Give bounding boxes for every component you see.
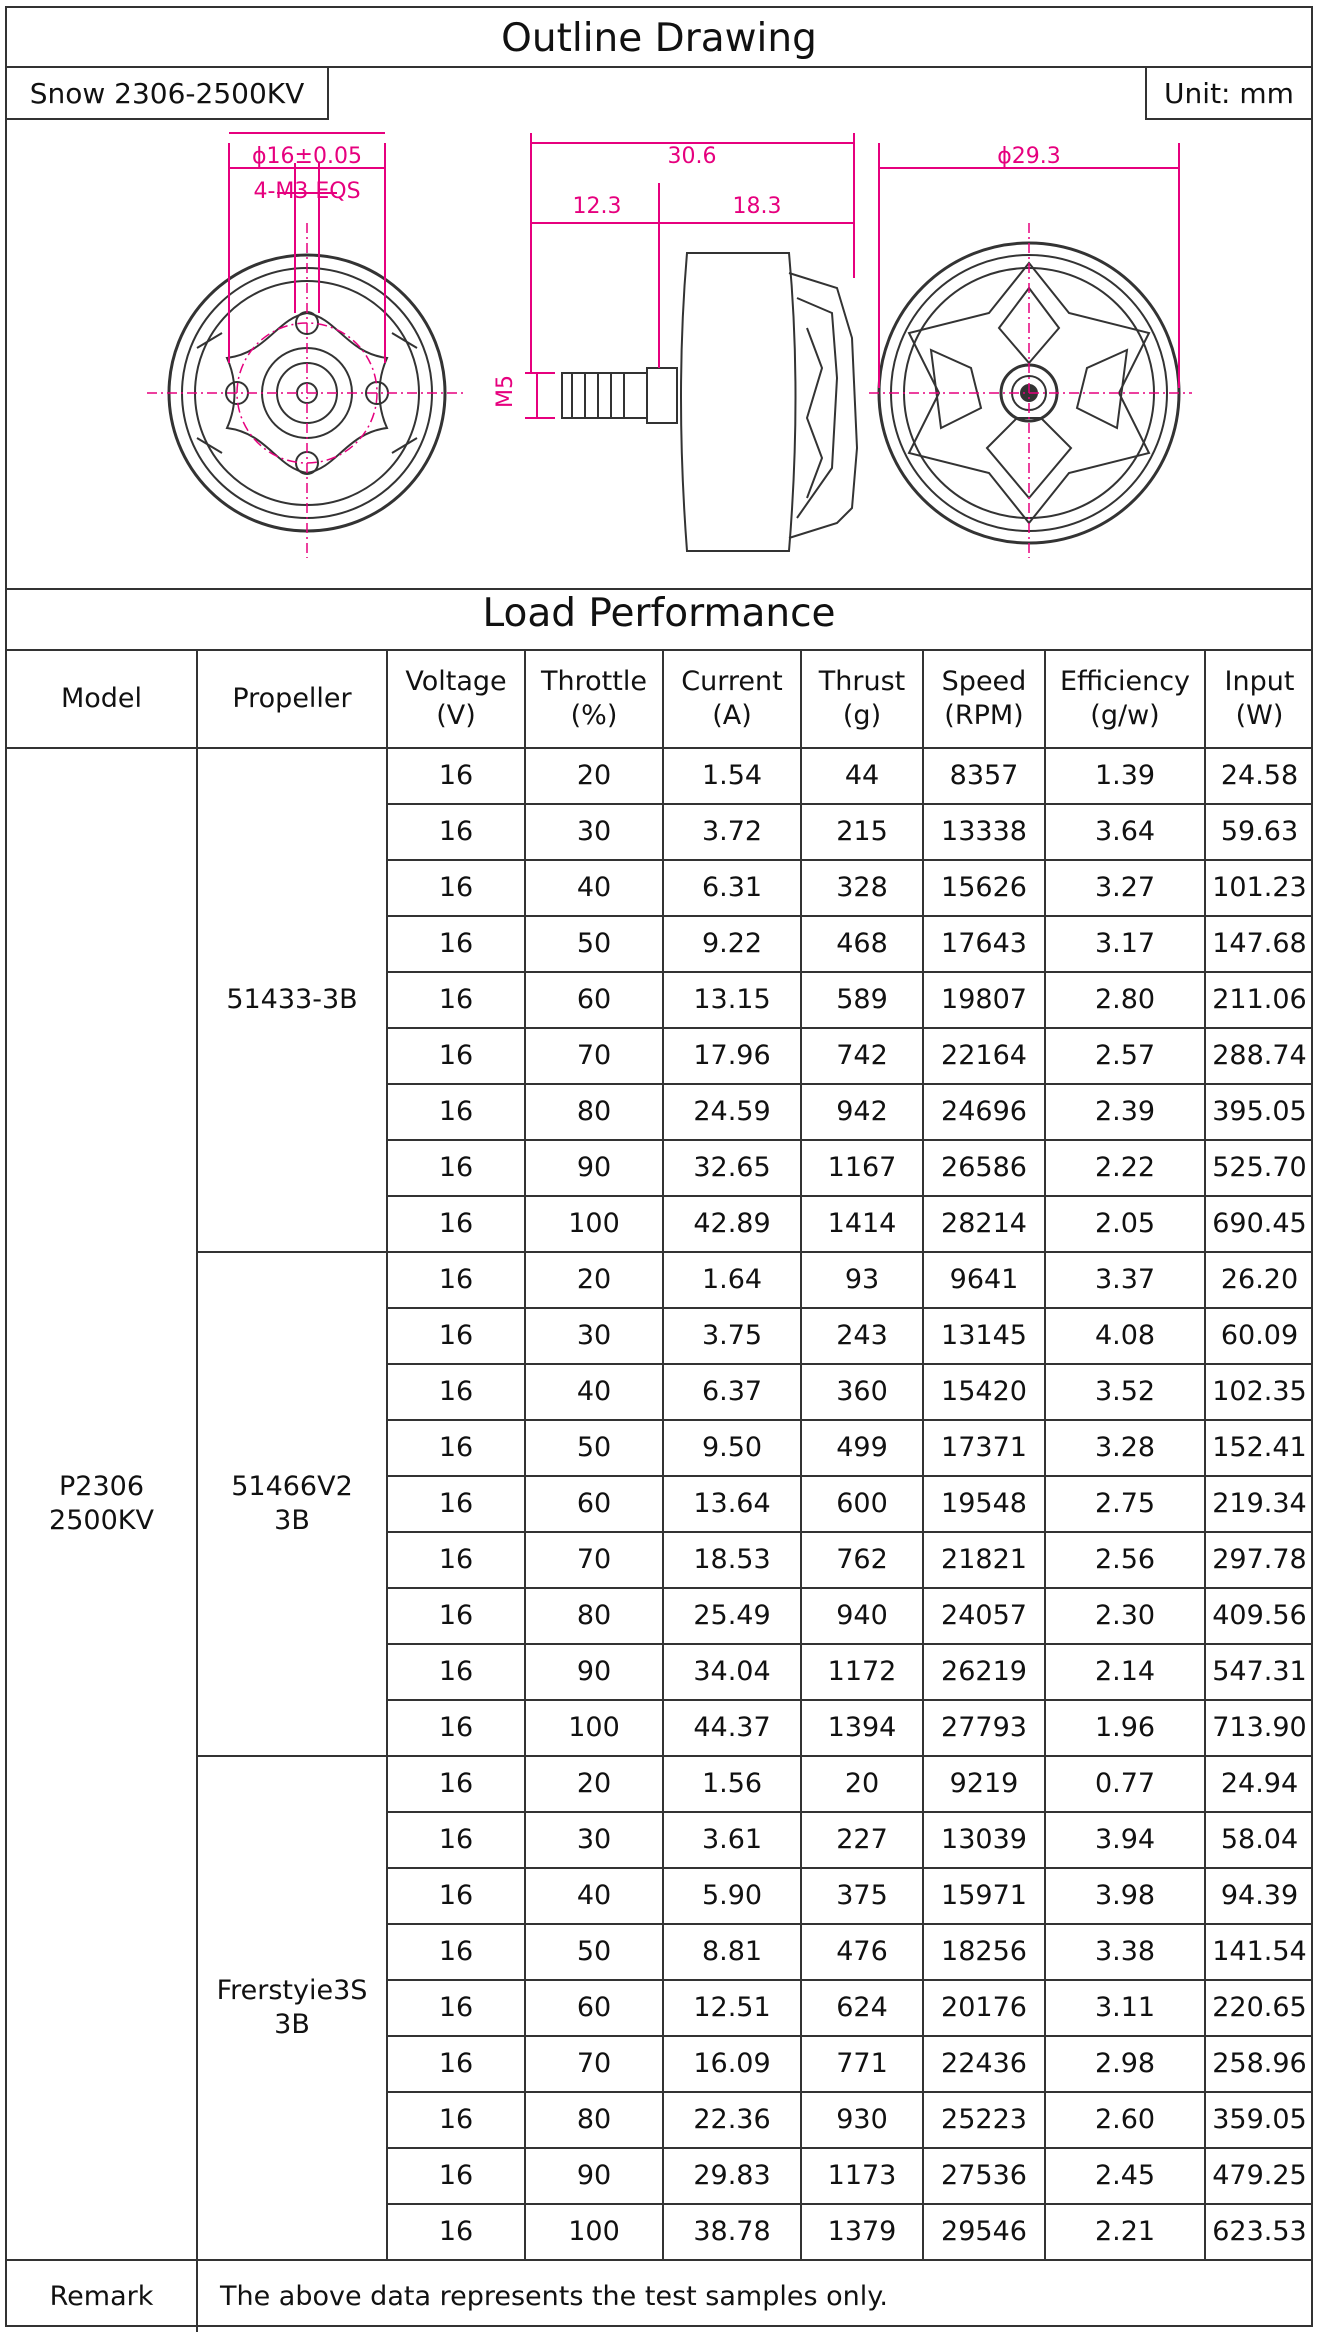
input-cell: 102.35	[1205, 1364, 1313, 1420]
efficiency-cell: 3.27	[1045, 860, 1205, 916]
thrust-cell: 600	[801, 1476, 923, 1532]
input-cell: 713.90	[1205, 1700, 1313, 1756]
dim-shaft-length: 12.3	[572, 194, 622, 219]
thrust-cell: 468	[801, 916, 923, 972]
voltage-cell: 16	[387, 972, 525, 1028]
throttle-cell: 30	[525, 804, 663, 860]
thrust-cell: 1167	[801, 1140, 923, 1196]
thrust-cell: 360	[801, 1364, 923, 1420]
throttle-cell: 60	[525, 1476, 663, 1532]
dim-total-length: 30.6	[667, 144, 717, 169]
current-cell: 1.64	[663, 1252, 801, 1308]
speed-cell: 13039	[923, 1812, 1045, 1868]
input-cell: 141.54	[1205, 1924, 1313, 1980]
throttle-cell: 40	[525, 1364, 663, 1420]
thrust-cell: 215	[801, 804, 923, 860]
input-cell: 101.23	[1205, 860, 1313, 916]
input-cell: 395.05	[1205, 1084, 1313, 1140]
thrust-cell: 243	[801, 1308, 923, 1364]
header-input: Input (W)	[1205, 650, 1313, 748]
voltage-cell: 16	[387, 804, 525, 860]
voltage-cell: 16	[387, 1364, 525, 1420]
throttle-cell: 80	[525, 2092, 663, 2148]
throttle-cell: 60	[525, 972, 663, 1028]
current-cell: 22.36	[663, 2092, 801, 2148]
outline-title: Outline Drawing	[501, 16, 817, 61]
current-cell: 29.83	[663, 2148, 801, 2204]
thrust-cell: 1414	[801, 1196, 923, 1252]
model-cell: P2306 2500KV	[7, 748, 197, 2260]
thrust-cell: 930	[801, 2092, 923, 2148]
efficiency-cell: 3.28	[1045, 1420, 1205, 1476]
voltage-cell: 16	[387, 1588, 525, 1644]
throttle-cell: 50	[525, 916, 663, 972]
throttle-cell: 100	[525, 1196, 663, 1252]
efficiency-cell: 2.22	[1045, 1140, 1205, 1196]
thrust-cell: 940	[801, 1588, 923, 1644]
header-voltage: Voltage (V)	[387, 650, 525, 748]
dim-body-length: 18.3	[732, 194, 782, 219]
throttle-cell: 70	[525, 1028, 663, 1084]
current-cell: 6.31	[663, 860, 801, 916]
throttle-cell: 70	[525, 2036, 663, 2092]
load-performance-table	[7, 649, 1313, 2332]
efficiency-cell: 2.14	[1045, 1644, 1205, 1700]
motor-side-view	[562, 253, 857, 551]
thrust-cell: 93	[801, 1252, 923, 1308]
efficiency-cell: 3.64	[1045, 804, 1205, 860]
thrust-cell: 20	[801, 1756, 923, 1812]
thrust-cell: 589	[801, 972, 923, 1028]
input-cell: 623.53	[1205, 2204, 1313, 2260]
speed-cell: 21821	[923, 1532, 1045, 1588]
current-cell: 18.53	[663, 1532, 801, 1588]
speed-cell: 17643	[923, 916, 1045, 972]
voltage-cell: 16	[387, 1532, 525, 1588]
input-cell: 297.78	[1205, 1532, 1313, 1588]
current-cell: 25.49	[663, 1588, 801, 1644]
input-cell: 258.96	[1205, 2036, 1313, 2092]
speed-cell: 18256	[923, 1924, 1045, 1980]
efficiency-cell: 1.96	[1045, 1700, 1205, 1756]
voltage-cell: 16	[387, 1924, 525, 1980]
current-cell: 9.22	[663, 916, 801, 972]
voltage-cell: 16	[387, 1980, 525, 2036]
spec-sheet	[5, 6, 1313, 2327]
dim-screws: 4-M3 EQS	[253, 179, 361, 204]
current-cell: 42.89	[663, 1196, 801, 1252]
speed-cell: 9641	[923, 1252, 1045, 1308]
throttle-cell: 30	[525, 1812, 663, 1868]
current-cell: 5.90	[663, 1868, 801, 1924]
thrust-cell: 624	[801, 1980, 923, 2036]
speed-cell: 26586	[923, 1140, 1045, 1196]
speed-cell: 15971	[923, 1868, 1045, 1924]
throttle-cell: 20	[525, 1252, 663, 1308]
speed-cell: 27793	[923, 1700, 1045, 1756]
efficiency-cell: 3.94	[1045, 1812, 1205, 1868]
voltage-cell: 16	[387, 1140, 525, 1196]
voltage-cell: 16	[387, 916, 525, 972]
dim-bolt-circle: ϕ16±0.05	[252, 144, 362, 169]
voltage-cell: 16	[387, 1476, 525, 1532]
header-propeller: Propeller	[197, 650, 387, 748]
current-cell: 13.64	[663, 1476, 801, 1532]
throttle-cell: 40	[525, 860, 663, 916]
current-cell: 44.37	[663, 1700, 801, 1756]
voltage-cell: 16	[387, 2148, 525, 2204]
efficiency-cell: 3.52	[1045, 1364, 1205, 1420]
efficiency-cell: 2.57	[1045, 1028, 1205, 1084]
current-cell: 16.09	[663, 2036, 801, 2092]
current-cell: 3.72	[663, 804, 801, 860]
performance-title: Load Performance	[482, 591, 836, 636]
header-speed: Speed (RPM)	[923, 650, 1045, 748]
thrust-cell: 762	[801, 1532, 923, 1588]
efficiency-cell: 3.11	[1045, 1980, 1205, 2036]
voltage-cell: 16	[387, 1028, 525, 1084]
thrust-cell: 1172	[801, 1644, 923, 1700]
speed-cell: 13145	[923, 1308, 1045, 1364]
current-cell: 1.54	[663, 748, 801, 804]
efficiency-cell: 3.37	[1045, 1252, 1205, 1308]
thrust-cell: 1394	[801, 1700, 923, 1756]
remark-text: The above data represents the test samples only.	[197, 2260, 1313, 2332]
input-cell: 24.58	[1205, 748, 1313, 804]
current-cell: 6.37	[663, 1364, 801, 1420]
input-cell: 58.04	[1205, 1812, 1313, 1868]
remark-row	[7, 2260, 1313, 2332]
current-cell: 3.75	[663, 1308, 801, 1364]
efficiency-cell: 2.45	[1045, 2148, 1205, 2204]
model-label: Snow 2306-2500KV	[7, 68, 329, 120]
efficiency-cell: 2.56	[1045, 1532, 1205, 1588]
speed-cell: 19548	[923, 1476, 1045, 1532]
input-cell: 26.20	[1205, 1252, 1313, 1308]
current-cell: 24.59	[663, 1084, 801, 1140]
thrust-cell: 499	[801, 1420, 923, 1476]
speed-cell: 17371	[923, 1420, 1045, 1476]
input-cell: 479.25	[1205, 2148, 1313, 2204]
table-row	[7, 748, 1313, 804]
voltage-cell: 16	[387, 1196, 525, 1252]
throttle-cell: 100	[525, 1700, 663, 1756]
input-cell: 547.31	[1205, 1644, 1313, 1700]
current-cell: 17.96	[663, 1028, 801, 1084]
input-cell: 152.41	[1205, 1420, 1313, 1476]
input-cell: 147.68	[1205, 916, 1313, 972]
divider	[7, 588, 1311, 590]
speed-cell: 22164	[923, 1028, 1045, 1084]
thrust-cell: 328	[801, 860, 923, 916]
current-cell: 32.65	[663, 1140, 801, 1196]
propeller-cell: Frerstyie3S 3B	[197, 1756, 387, 2260]
speed-cell: 13338	[923, 804, 1045, 860]
efficiency-cell: 0.77	[1045, 1756, 1205, 1812]
thrust-cell: 375	[801, 1868, 923, 1924]
outline-drawing	[7, 118, 1313, 588]
speed-cell: 24696	[923, 1084, 1045, 1140]
throttle-cell: 80	[525, 1588, 663, 1644]
input-cell: 211.06	[1205, 972, 1313, 1028]
throttle-cell: 40	[525, 1868, 663, 1924]
input-cell: 60.09	[1205, 1308, 1313, 1364]
voltage-cell: 16	[387, 1308, 525, 1364]
speed-cell: 15420	[923, 1364, 1045, 1420]
header-efficiency: Efficiency (g/w)	[1045, 650, 1205, 748]
voltage-cell: 16	[387, 860, 525, 916]
thrust-cell: 1173	[801, 2148, 923, 2204]
speed-cell: 29546	[923, 2204, 1045, 2260]
throttle-cell: 90	[525, 2148, 663, 2204]
input-cell: 59.63	[1205, 804, 1313, 860]
speed-cell: 25223	[923, 2092, 1045, 2148]
voltage-cell: 16	[387, 1084, 525, 1140]
speed-cell: 19807	[923, 972, 1045, 1028]
speed-cell: 9219	[923, 1756, 1045, 1812]
voltage-cell: 16	[387, 2092, 525, 2148]
throttle-cell: 90	[525, 1644, 663, 1700]
table-row	[7, 1252, 1313, 1308]
thrust-cell: 771	[801, 2036, 923, 2092]
voltage-cell: 16	[387, 1812, 525, 1868]
efficiency-cell: 1.39	[1045, 748, 1205, 804]
voltage-cell: 16	[387, 748, 525, 804]
throttle-cell: 70	[525, 1532, 663, 1588]
voltage-cell: 16	[387, 2204, 525, 2260]
propeller-cell: 51433-3B	[197, 748, 387, 1252]
efficiency-cell: 3.17	[1045, 916, 1205, 972]
efficiency-cell: 2.39	[1045, 1084, 1205, 1140]
efficiency-cell: 3.98	[1045, 1868, 1205, 1924]
current-cell: 3.61	[663, 1812, 801, 1868]
efficiency-cell: 3.38	[1045, 1924, 1205, 1980]
efficiency-cell: 2.80	[1045, 972, 1205, 1028]
efficiency-cell: 2.21	[1045, 2204, 1205, 2260]
current-cell: 38.78	[663, 2204, 801, 2260]
voltage-cell: 16	[387, 1252, 525, 1308]
speed-cell: 22436	[923, 2036, 1045, 2092]
input-cell: 24.94	[1205, 1756, 1313, 1812]
throttle-cell: 50	[525, 1420, 663, 1476]
header-thrust: Thrust (g)	[801, 650, 923, 748]
speed-cell: 15626	[923, 860, 1045, 916]
voltage-cell: 16	[387, 1420, 525, 1476]
speed-cell: 8357	[923, 748, 1045, 804]
throttle-cell: 20	[525, 748, 663, 804]
speed-cell: 28214	[923, 1196, 1045, 1252]
input-cell: 409.56	[1205, 1588, 1313, 1644]
thrust-cell: 227	[801, 1812, 923, 1868]
header-current: Current (A)	[663, 650, 801, 748]
current-cell: 34.04	[663, 1644, 801, 1700]
speed-cell: 27536	[923, 2148, 1045, 2204]
thrust-cell: 1379	[801, 2204, 923, 2260]
header-throttle: Throttle (%)	[525, 650, 663, 748]
dim-diameter: ϕ29.3	[997, 144, 1061, 169]
throttle-cell: 20	[525, 1756, 663, 1812]
table-header-row	[7, 650, 1313, 748]
thrust-cell: 476	[801, 1924, 923, 1980]
speed-cell: 26219	[923, 1644, 1045, 1700]
current-cell: 13.15	[663, 972, 801, 1028]
dim-shaft-thread: M5	[493, 375, 518, 408]
current-cell: 12.51	[663, 1980, 801, 2036]
thrust-cell: 742	[801, 1028, 923, 1084]
voltage-cell: 16	[387, 2036, 525, 2092]
input-cell: 94.39	[1205, 1868, 1313, 1924]
voltage-cell: 16	[387, 1868, 525, 1924]
current-cell: 1.56	[663, 1756, 801, 1812]
thrust-cell: 942	[801, 1084, 923, 1140]
remark-label: Remark	[7, 2260, 197, 2332]
efficiency-cell: 2.05	[1045, 1196, 1205, 1252]
voltage-cell: 16	[387, 1756, 525, 1812]
voltage-cell: 16	[387, 1644, 525, 1700]
header-model: Model	[7, 650, 197, 748]
current-cell: 8.81	[663, 1924, 801, 1980]
input-cell: 288.74	[1205, 1028, 1313, 1084]
throttle-cell: 100	[525, 2204, 663, 2260]
efficiency-cell: 2.75	[1045, 1476, 1205, 1532]
input-cell: 219.34	[1205, 1476, 1313, 1532]
throttle-cell: 60	[525, 1980, 663, 2036]
efficiency-cell: 2.30	[1045, 1588, 1205, 1644]
thrust-cell: 44	[801, 748, 923, 804]
input-cell: 525.70	[1205, 1140, 1313, 1196]
current-cell: 9.50	[663, 1420, 801, 1476]
input-cell: 690.45	[1205, 1196, 1313, 1252]
throttle-cell: 50	[525, 1924, 663, 1980]
voltage-cell: 16	[387, 1700, 525, 1756]
input-cell: 359.05	[1205, 2092, 1313, 2148]
throttle-cell: 30	[525, 1308, 663, 1364]
efficiency-cell: 4.08	[1045, 1308, 1205, 1364]
speed-cell: 24057	[923, 1588, 1045, 1644]
throttle-cell: 80	[525, 1084, 663, 1140]
speed-cell: 20176	[923, 1980, 1045, 2036]
propeller-cell: 51466V2 3B	[197, 1252, 387, 1756]
unit-label: Unit: mm	[1145, 68, 1311, 120]
throttle-cell: 90	[525, 1140, 663, 1196]
efficiency-cell: 2.60	[1045, 2092, 1205, 2148]
efficiency-cell: 2.98	[1045, 2036, 1205, 2092]
input-cell: 220.65	[1205, 1980, 1313, 2036]
table-row	[7, 1756, 1313, 1812]
